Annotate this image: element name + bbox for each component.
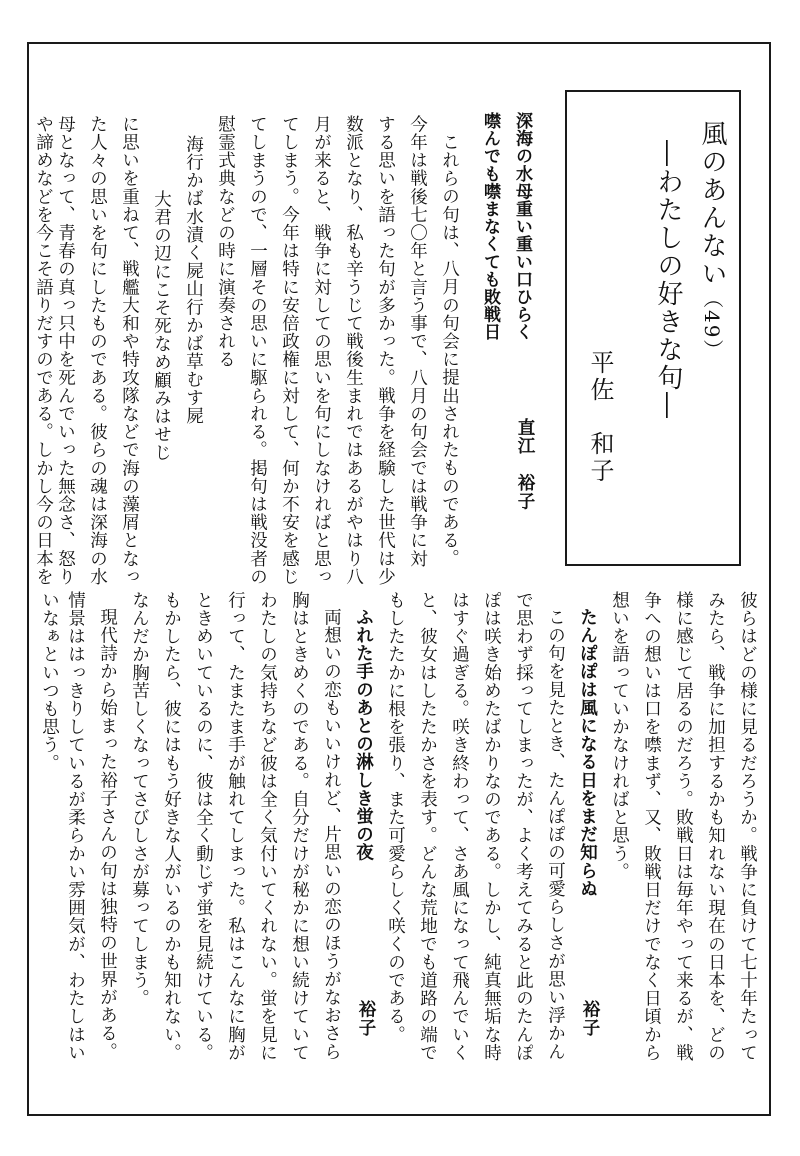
body-line: 想いを語っていかなければと思う。 (609, 591, 630, 881)
series-number: （49） (700, 288, 724, 362)
body-line: と、彼女はしたたかさを表す。どんな荒地でも道路の端で (417, 591, 438, 1062)
haiku-1-line-2: 噤んでも噤まなくても敗戦日 (480, 112, 500, 341)
body-line: 月が来ると、戦争に対しての思いを句にしなければと思っ (311, 115, 332, 586)
body-line: 慰霊式典などの時に演奏される (215, 115, 236, 369)
haiku-3-author: 裕子 (356, 1000, 376, 1037)
haiku-2-author: 裕子 (580, 1000, 600, 1037)
body-line: 両想いの恋もいいけれど、片思いの恋のほうがなおさら (321, 608, 342, 1061)
body-line: この句を見たとき、たんぽぽの可愛らしさが思い浮かん (545, 608, 566, 1061)
body-line: 情景ははっきりしているが柔らかい雰囲気が、わたしはい (65, 591, 86, 1062)
body-line: で思わず採ってしまったが、よく考えてみると此のたんぽ (513, 591, 534, 1062)
body-line: いなぁといつも思う。 (39, 591, 60, 772)
body-line: みたら、戦争に加担するかも知れない現在の日本を、どの (705, 591, 726, 1062)
body-line: する思いを語った句が多かった。戦争を経験した世代は少 (375, 115, 396, 586)
body-line: 行って、たまたま手が触れてしまった。私はこんなに胸が (225, 591, 246, 1062)
quoted-poem-line: 大君の辺にこそ死なめ顧みはせじ (151, 190, 172, 462)
article-author: 平佐 和子 (586, 350, 614, 485)
haiku-3-text: ふれた手のあとの淋しき蛍の夜 (353, 608, 374, 862)
title-box (565, 90, 741, 566)
body-line: や諦めなどを今こそ語りだすのである。しかし今の日本を (33, 115, 54, 586)
body-line: 現代詩から始まった裕子さんの句は独特の世界がある。 (97, 608, 118, 1061)
body-line: てしまうので、一層その思いに駆られる。掲句は戦没者の (247, 115, 268, 586)
article-subtitle: ―わたしの好きな句― (653, 140, 683, 420)
haiku-1-line-1: 深海の水母重い重い口ひらく (512, 112, 532, 341)
body-line: てしまう。今年は特に安倍政権に対して、何か不安を感じ (279, 115, 300, 586)
body-line: なんだか胸苦しくなってさびしさが募ってしまう。 (129, 591, 150, 1008)
body-line: 母となって、青春の真っ只中を死んでいった無念さ、怒り (55, 115, 76, 586)
haiku-2-text: たんぽぽは風になる日をまだ知らぬ (577, 608, 598, 898)
body-line: 今年は戦後七〇年と言う事で、八月の句会では戦争に対 (407, 115, 428, 568)
body-line: 様に感じて居るのだろう。敗戦日は毎年やって来るが、戦 (673, 591, 694, 1062)
body-line: に思いを重ねて、戦艦大和や特攻隊などで海の藻屑となっ (119, 115, 140, 586)
body-line: はすぐ過ぎる。咲き終わって、さあ風になって飛んでいく (449, 591, 470, 1062)
body-line: た人々の思いを句にしたものである。彼らの魂は深海の水 (87, 115, 108, 586)
body-line: ときめいているのに、彼は全く動じず蛍を見続けている。 (193, 591, 214, 1062)
quoted-poem-line: 海行かば水漬く屍山行かば草むす屍 (183, 135, 204, 425)
body-line: 数派となり、私も辛うじて戦後生まれではあるがやはり八 (343, 115, 364, 586)
haiku-1-author: 直江 裕子 (515, 418, 535, 511)
body-line: ぽは咲き始めたばかりなのである。しかし、純真無垢な時 (481, 591, 502, 1062)
series-title: 風のあんない（49） (697, 120, 727, 362)
body-line: これらの句は、八月の句会に提出されたものである。 (439, 133, 460, 568)
body-line: もしたたかに根を張り、また可愛らしく咲くのである。 (385, 591, 406, 1044)
body-line: 彼らはどの様に見るだろうか。戦争に負けて七十年たって (737, 591, 758, 1062)
body-line: もかしたら、彼にはもう好きな人がいるのかも知れない。 (161, 591, 182, 1062)
body-line: 争への想いは口を噤まず、又、敗戦日だけでなく日頃から (641, 591, 662, 1062)
body-line: わたしの気持ちなど彼は全く気付いてくれない。蛍を見に (257, 591, 278, 1062)
body-line: 胸はときめくのである。自分だけが秘かに想い続けていて (289, 591, 310, 1062)
